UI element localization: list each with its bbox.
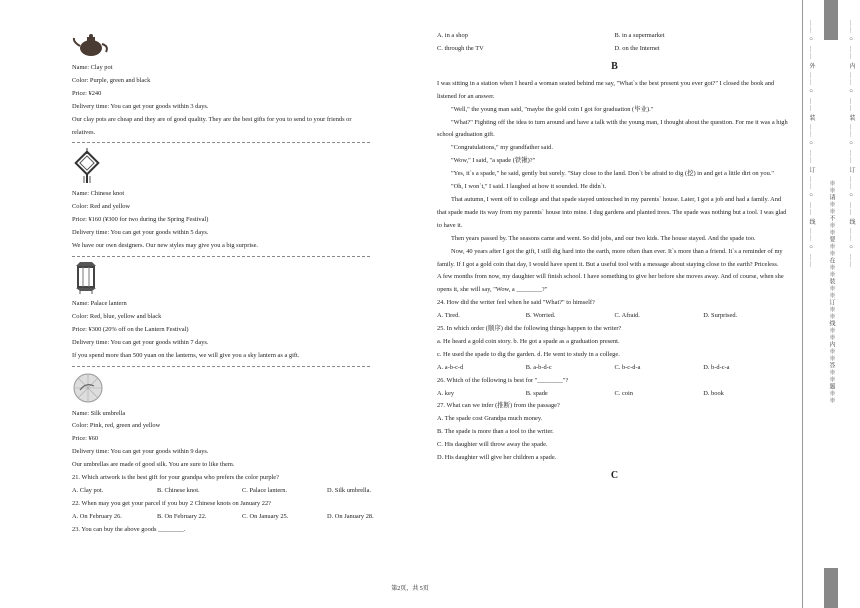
answer-options (437, 30, 792, 43)
option: B. spade (525, 389, 548, 397)
left-column (72, 30, 412, 537)
option: D. on the Internet (614, 44, 660, 52)
option: C. Palace lantern. (242, 486, 288, 494)
passage-paragraph: "Wow," I said, "a spade (铁锹)?" (451, 157, 536, 165)
palace-lantern-icon (72, 262, 100, 294)
passage-paragraph: Then years passed by. The seasons came and went. So did jobs, and our two kids. The house stayed. And the spade too. (451, 234, 756, 242)
item-line: We have our own designers. Our new styles may give you a big surprise. (72, 242, 259, 250)
item-line: Our umbrellas are made of good silk. You are sure to like them. (72, 461, 235, 469)
item-line: Color: Red and yellow (72, 203, 131, 211)
question-subitems: c. He used the spade to dig the garden. d. He went to study in a college. (437, 350, 620, 358)
notice-strip (827, 0, 839, 608)
option: A. Tired. (437, 312, 460, 320)
option: D. book (703, 389, 724, 397)
clay-pot-icon (72, 32, 112, 58)
outer-binding-line: …… ○ …… 外 …… ○ …… 装 …… ○ …… 订 …… ○ …… 线 …… ○ …… (808, 20, 814, 268)
item-line: Delivery time: You can get your goods within 9 days. (72, 448, 209, 456)
option: D. On January 28. (327, 512, 374, 520)
item-line: Name: Clay pot (72, 64, 113, 71)
section-heading: B (611, 60, 618, 72)
answer-options (437, 388, 792, 401)
chinese-knot-icon (72, 148, 102, 184)
item-line: Color: Purple, green and black (72, 76, 151, 84)
option: A. Clay pot. (72, 486, 104, 494)
divider (72, 142, 370, 143)
option: C. His daughter will throw away the spade. (437, 441, 548, 449)
outer-strip (807, 0, 819, 608)
binding-notice: ※※请※※不※※要※※在※※装※※订※※线※※内※※答※※题※※ (828, 180, 834, 404)
item-line: Price: ¥240 (72, 89, 102, 97)
question-stem: 27. What can we infer (推断) from the passage? (437, 402, 560, 410)
option: A. a-b-c-d (437, 363, 464, 371)
item-line: relatives. (72, 128, 96, 136)
item-line: If you spend more than 500 yuan on the lanterns, we will give you a sky lantern as a gift. (72, 351, 300, 359)
silk-umbrella-icon (72, 372, 104, 404)
question-subitems: a. He heard a gold coin story. b. He got a spade as a graduation present. (437, 337, 620, 345)
answer-options (72, 485, 412, 498)
item-line: Price: ¥300 (20% off on the Lantern Festival) (72, 325, 189, 333)
inner-binding-line: …… ○ …… 内 …… ○ …… 装 …… ○ …… 订 …… ○ …… 线 …… ○ …… (848, 20, 854, 268)
item-line: Price: ¥60 (72, 435, 99, 443)
passage-paragraph: "Yes, it`s a spade," he said, gently but surely. "Stay close to the land. Don`t be afraid to dig (挖) in and get a little dirt on you." (451, 170, 774, 178)
option: A. On February 26. (72, 512, 122, 520)
passage-paragraph: "Well," the young man said, "maybe the gold coin I got for graduation (毕业)." (451, 105, 654, 113)
option: A. key (437, 389, 455, 397)
item-line: Price: ¥160 (¥300 for two during the Spring Festival) (72, 216, 209, 224)
passage-paragraph: "Congratulations," my grandfather said. (451, 144, 553, 152)
question-stem: 23. You can buy the above goods ________. (72, 525, 186, 533)
item-line: Delivery time: You can get your goods within 7 days. (72, 338, 209, 346)
passage-paragraph: I was sitting in a station when I heard a woman seated behind me say, "What`s the best present you ever got?" I closed the book and listened for an answer. (437, 79, 775, 100)
option: B. Worried. (525, 312, 556, 320)
right-column (437, 30, 792, 487)
divider (72, 366, 370, 367)
passage-paragraph: Now, 40 years after I got the gift, I still dig hard into the earth, more often than ever. It`s more than a friend. It`s a reminder of my family. If I got a gold coin that day, I would have spent it. But a useful tool with a message about staying close to the earth? Priceless. (437, 247, 783, 268)
item-line: Name: Chinese knot (72, 190, 125, 198)
answer-options (437, 43, 792, 56)
option: B. Chinese knot. (157, 486, 200, 494)
option: B. a-b-d-c (525, 363, 552, 371)
section-heading: C (610, 470, 619, 481)
option: C. through the TV (437, 44, 484, 52)
item-line: Color: Red, blue, yellow and black (72, 312, 162, 320)
option: D. Silk umbrella. (327, 486, 372, 494)
item-line: Name: Palace lantern (72, 299, 127, 307)
question-stem: 25. In which order (顺序) did the following things happen to the writer? (437, 325, 622, 333)
question-stem: 24. How did the writer feel when he said "What?" to himself? (437, 299, 595, 307)
option: D. His daughter will give her children a spade. (437, 454, 557, 462)
option: D. Surprised. (703, 312, 738, 320)
option: B. On February 22. (157, 512, 207, 520)
page-number: 第2页，共 5页 (391, 586, 429, 592)
question-stem: 21. Which artwork is the best gift for your grandpa who prefers the color purple? (72, 474, 279, 482)
option: C. b-c-d-a (614, 363, 641, 371)
passage-paragraph: "Oh, I won`t," I said. I laughed at how it sounded. He didn`t. (451, 183, 607, 191)
item-line: Color: Pink, red, green and yellow (72, 422, 161, 430)
item-line: Delivery time: You can get your goods within 3 days. (72, 102, 209, 110)
option: D. b-d-c-a (703, 363, 730, 371)
option: A. in a shop (437, 32, 468, 39)
item-line: Our clay pots are cheap and they are of good quality. They are the best gifts for you to send to your friends or (72, 115, 352, 123)
answer-options (437, 310, 792, 323)
question-stem: 26. Which of the following is best for "________"? (437, 376, 569, 384)
answer-options (437, 362, 792, 375)
option: C. coin (614, 389, 633, 397)
item-line: Delivery time: You can get your goods within 5 days. (72, 229, 209, 237)
divider (72, 256, 370, 257)
passage-paragraph: "What?" Fighting off the idea to turn around and have a talk with the young man, I thought about the question. For me it was a high school graduation gift. (437, 118, 788, 139)
binding-strip (802, 0, 860, 608)
option: B. in a supermarket (614, 32, 665, 39)
option: C. On January 25. (242, 512, 289, 520)
question-stem: 22. When may you get your parcel if you buy 2 Chinese knots on January 22? (72, 499, 272, 507)
passage-paragraph: That autumn, I went off to college and that spade stayed untouched in my parents` house. Later, I got a job and had a family. And that spade made its way from my parents` house into mine. I dug gardens and planted trees. The spade was nothing but a tool. I was glad to have it. (437, 195, 787, 229)
item-line: Name: Silk umbrella (72, 409, 126, 417)
option: C. Afraid. (614, 312, 640, 320)
answer-options (72, 511, 412, 524)
option: B. The spade is more than a tool to the writer. (437, 428, 554, 436)
option: A. The spade cost Grandpa much money. (437, 415, 543, 423)
passage-paragraph: A few months from now, my daughter will finish school. I have something to give her before she moves away. And of course, when she opens it, she will say, "Wow, a ________?" (437, 273, 784, 294)
inner-strip (847, 0, 859, 608)
